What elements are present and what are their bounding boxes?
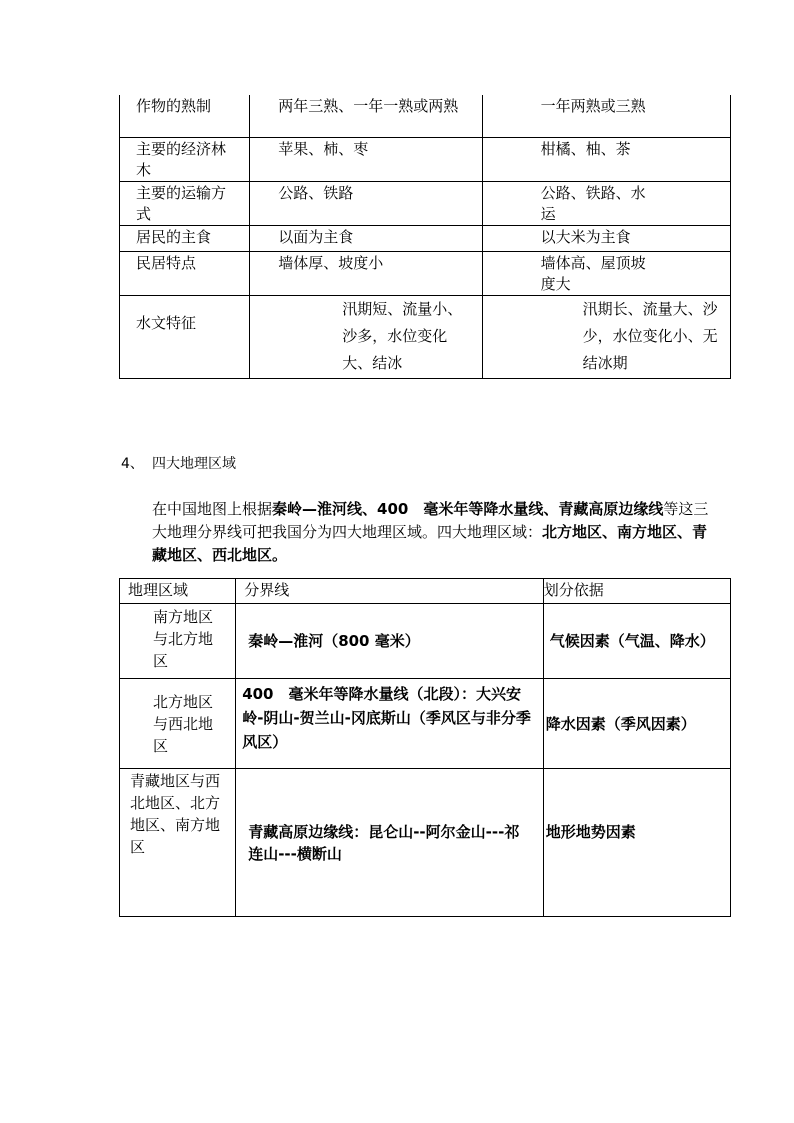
intro-paragraph: [152, 498, 712, 567]
south-value: 公路、铁路、水运: [482, 181, 730, 225]
south-value: 汛期长、流量大、沙少，水位变化小、无结冰期: [582, 299, 718, 372]
table-row: [120, 604, 731, 679]
region-cell: 青藏地区与西北地区、北方地区、南方地区: [120, 769, 236, 917]
north-value: 两年三熟、一年一熟或两熟: [250, 95, 482, 137]
row-label: 居民的主食: [120, 225, 250, 251]
north-value-cell: [250, 295, 482, 378]
section-title: 四大地理区域: [152, 456, 236, 472]
division-basis-cell: 气候因素（气温、降水）: [543, 604, 730, 679]
division-basis-cell: 地形地势因素: [543, 769, 730, 917]
south-value: 以大米为主食: [482, 225, 730, 251]
table-header-row: [120, 579, 731, 604]
north-value: 汛期短、流量小、沙多，水位变化大、结冰: [342, 299, 463, 372]
north-value: 公路、铁路: [250, 181, 482, 225]
column-header: 地理区域: [120, 579, 236, 604]
south-value: 一年两熟或三熟: [482, 95, 730, 137]
north-value: 苹果、柿、枣: [250, 137, 482, 181]
column-header: 划分依据: [543, 579, 730, 604]
paragraph-bold-text: 北方地区、南方地区、青藏地区、西北地区。: [152, 523, 708, 564]
table-row: [120, 95, 731, 137]
south-value: 柑橘、柚、茶: [482, 137, 730, 181]
table-row: [120, 679, 731, 769]
boundary-line-cell: 青藏高原边缘线：昆仑山--阿尔金山---祁连山---横断山: [236, 769, 544, 917]
south-value-cell: [482, 295, 730, 378]
south-value: 墙体高、屋顶坡度大: [482, 251, 730, 295]
row-label: 作物的熟制: [120, 95, 250, 137]
table-row: [120, 769, 731, 917]
boundary-line-cell: 400 毫米年等降水量线（北段）：大兴安岭-阴山-贺兰山-冈底斯山（季风区与非分季风区）: [236, 679, 544, 769]
column-header: 分界线: [236, 579, 544, 604]
region-cell: 北方地区与西北地区: [120, 679, 236, 769]
row-label: 水文特征: [136, 313, 197, 332]
paragraph-text: 在中国地图上根据: [152, 500, 273, 518]
table-row: [120, 251, 731, 295]
table-row: [120, 225, 731, 251]
row-label-cell: [120, 295, 250, 378]
section-number: 4、: [121, 456, 144, 472]
row-label: 主要的经济林木: [120, 137, 250, 181]
row-label: 主要的运输方式: [120, 181, 250, 225]
paragraph-bold-text: 秦岭—淮河线、400 毫米年等降水量线、青藏高原边缘线: [272, 500, 664, 518]
paragraph-text: 等这三大地理分界线可把我国分为四大地理区域。四大地理区域：: [152, 500, 709, 541]
north-south-comparison-table: [119, 95, 731, 379]
section-heading: [121, 454, 236, 474]
region-division-table: [119, 578, 731, 917]
north-value: 以面为主食: [250, 225, 482, 251]
north-value: 墙体厚、坡度小: [250, 251, 482, 295]
region-cell: 南方地区与北方地区: [120, 604, 236, 679]
table-row: [120, 295, 731, 378]
table-row: [120, 181, 731, 225]
boundary-line-cell: 秦岭—淮河（800 毫米）: [236, 604, 544, 679]
table-row: [120, 137, 731, 181]
row-label: 民居特点: [120, 251, 250, 295]
division-basis-cell: 降水因素（季风因素）: [543, 679, 730, 769]
